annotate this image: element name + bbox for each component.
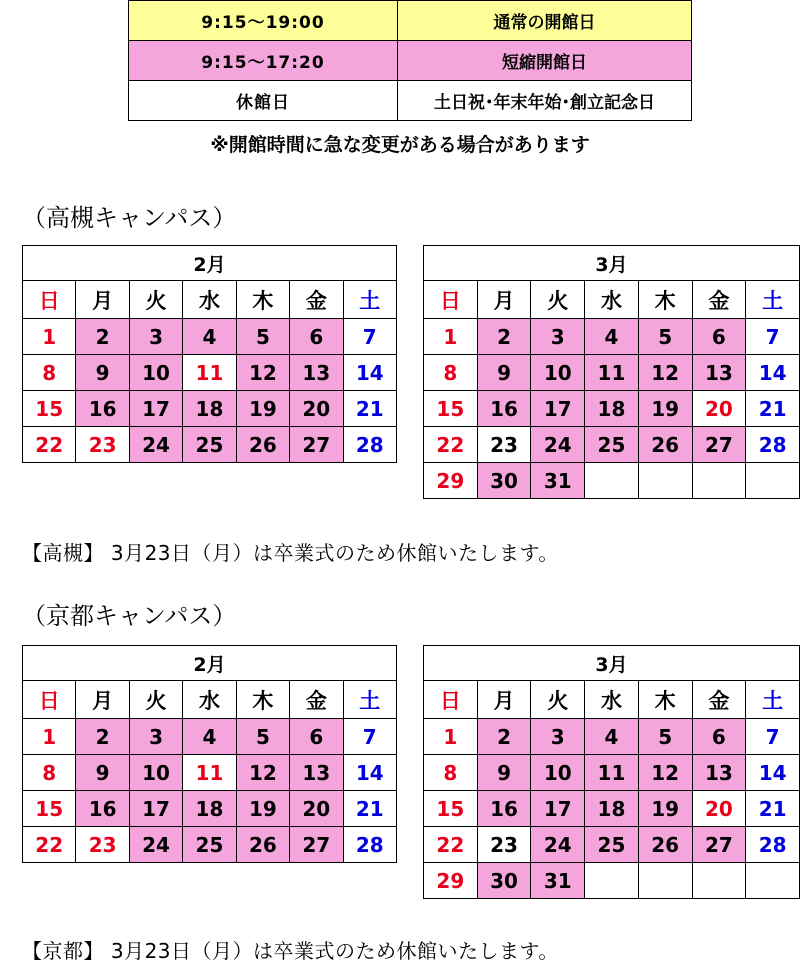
day-cell: 15 bbox=[424, 791, 478, 827]
day-cell: 8 bbox=[424, 355, 478, 391]
day-cell: 4 bbox=[585, 719, 639, 755]
day-cell: 21 bbox=[343, 391, 396, 427]
month-label: 3月 bbox=[424, 246, 800, 281]
empty-day-cell bbox=[638, 863, 692, 899]
weekday-header: 火 bbox=[531, 681, 585, 719]
day-cell: 10 bbox=[531, 355, 585, 391]
legend-time: 9:15〜19:00 bbox=[129, 1, 398, 41]
day-cell: 11 bbox=[183, 355, 236, 391]
day-cell: 25 bbox=[585, 427, 639, 463]
week-row bbox=[23, 427, 397, 463]
weekday-header: 金 bbox=[692, 281, 746, 319]
day-cell: 9 bbox=[76, 355, 129, 391]
day-cell: 30 bbox=[477, 863, 531, 899]
month-label: 3月 bbox=[424, 646, 800, 681]
week-row bbox=[23, 755, 397, 791]
day-cell: 10 bbox=[531, 755, 585, 791]
day-cell: 4 bbox=[585, 319, 639, 355]
empty-day-cell bbox=[692, 863, 746, 899]
day-cell: 2 bbox=[76, 719, 129, 755]
day-cell: 17 bbox=[129, 391, 182, 427]
legend-time: 休館日 bbox=[129, 81, 398, 121]
day-cell: 13 bbox=[290, 755, 343, 791]
day-cell: 10 bbox=[129, 755, 182, 791]
day-cell: 28 bbox=[746, 427, 800, 463]
day-cell: 22 bbox=[424, 427, 478, 463]
month-calendar-table bbox=[423, 245, 800, 499]
weekday-header: 金 bbox=[290, 681, 343, 719]
calendar-kyoto-february bbox=[22, 645, 397, 863]
day-cell: 5 bbox=[638, 719, 692, 755]
day-cell: 20 bbox=[290, 791, 343, 827]
weekday-header-row bbox=[23, 681, 397, 719]
day-cell: 27 bbox=[290, 827, 343, 863]
month-label: 2月 bbox=[23, 646, 397, 681]
day-cell: 11 bbox=[585, 755, 639, 791]
day-cell: 31 bbox=[531, 863, 585, 899]
day-cell: 27 bbox=[692, 827, 746, 863]
month-calendar-table bbox=[22, 245, 397, 463]
calendar-takatsuki-february bbox=[22, 245, 397, 463]
day-cell: 22 bbox=[424, 827, 478, 863]
day-cell: 19 bbox=[638, 791, 692, 827]
weekday-header: 土 bbox=[746, 681, 800, 719]
day-cell: 18 bbox=[183, 791, 236, 827]
weekday-header: 水 bbox=[585, 681, 639, 719]
weekday-header: 日 bbox=[23, 281, 76, 319]
day-cell: 14 bbox=[343, 355, 396, 391]
weekday-header: 水 bbox=[183, 281, 236, 319]
weekday-header: 月 bbox=[477, 681, 531, 719]
day-cell: 6 bbox=[290, 719, 343, 755]
day-cell: 24 bbox=[531, 427, 585, 463]
day-cell: 25 bbox=[183, 827, 236, 863]
empty-day-cell bbox=[692, 463, 746, 499]
day-cell: 16 bbox=[477, 391, 531, 427]
day-cell: 2 bbox=[477, 719, 531, 755]
day-cell: 20 bbox=[692, 791, 746, 827]
day-cell: 17 bbox=[531, 391, 585, 427]
day-cell: 17 bbox=[531, 791, 585, 827]
day-cell: 19 bbox=[638, 391, 692, 427]
legend-label: 土日祝･年末年始･創立記念日 bbox=[398, 81, 692, 121]
week-row bbox=[23, 827, 397, 863]
legend-row-short bbox=[129, 41, 692, 81]
day-cell: 12 bbox=[638, 355, 692, 391]
day-cell: 19 bbox=[236, 791, 289, 827]
week-row bbox=[424, 391, 800, 427]
weekday-header: 土 bbox=[343, 281, 396, 319]
weekday-header: 金 bbox=[692, 681, 746, 719]
week-row bbox=[424, 719, 800, 755]
day-cell: 7 bbox=[746, 719, 800, 755]
day-cell: 17 bbox=[129, 791, 182, 827]
day-cell: 15 bbox=[23, 791, 76, 827]
day-cell: 3 bbox=[531, 719, 585, 755]
weekday-header: 火 bbox=[531, 281, 585, 319]
day-cell: 5 bbox=[236, 719, 289, 755]
schedule-change-notice: ※開館時間に急な変更がある場合があります bbox=[210, 134, 590, 156]
day-cell: 10 bbox=[129, 355, 182, 391]
day-cell: 26 bbox=[638, 427, 692, 463]
day-cell: 30 bbox=[477, 463, 531, 499]
day-cell: 6 bbox=[692, 319, 746, 355]
week-row bbox=[424, 463, 800, 499]
day-cell: 29 bbox=[424, 463, 478, 499]
week-row bbox=[424, 427, 800, 463]
week-row bbox=[424, 827, 800, 863]
day-cell: 11 bbox=[585, 355, 639, 391]
day-cell: 7 bbox=[343, 719, 396, 755]
day-cell: 12 bbox=[236, 755, 289, 791]
weekday-header: 木 bbox=[638, 681, 692, 719]
week-row bbox=[424, 355, 800, 391]
day-cell: 24 bbox=[531, 827, 585, 863]
day-cell: 9 bbox=[477, 755, 531, 791]
day-cell: 19 bbox=[236, 391, 289, 427]
weekday-header: 火 bbox=[129, 281, 182, 319]
day-cell: 22 bbox=[23, 827, 76, 863]
week-row bbox=[23, 719, 397, 755]
month-calendar-table bbox=[423, 645, 800, 899]
day-cell: 28 bbox=[746, 827, 800, 863]
week-row bbox=[424, 755, 800, 791]
day-cell: 4 bbox=[183, 719, 236, 755]
weekday-header-row bbox=[424, 281, 800, 319]
day-cell: 16 bbox=[477, 791, 531, 827]
day-cell: 5 bbox=[638, 319, 692, 355]
empty-day-cell bbox=[746, 863, 800, 899]
weekday-header-row bbox=[424, 681, 800, 719]
weekday-header: 月 bbox=[76, 281, 129, 319]
weekday-header: 月 bbox=[477, 281, 531, 319]
campus-title-takatsuki: （高槻キャンパス） bbox=[22, 204, 237, 232]
day-cell: 1 bbox=[23, 319, 76, 355]
weekday-header: 日 bbox=[424, 281, 478, 319]
weekday-header: 木 bbox=[236, 681, 289, 719]
weekday-header: 木 bbox=[236, 281, 289, 319]
day-cell: 16 bbox=[76, 791, 129, 827]
empty-day-cell bbox=[585, 863, 639, 899]
week-row bbox=[424, 863, 800, 899]
calendar-kyoto-march bbox=[423, 645, 800, 899]
day-cell: 9 bbox=[76, 755, 129, 791]
day-cell: 14 bbox=[343, 755, 396, 791]
week-row bbox=[23, 319, 397, 355]
day-cell: 29 bbox=[424, 863, 478, 899]
day-cell: 26 bbox=[638, 827, 692, 863]
day-cell: 21 bbox=[746, 391, 800, 427]
closure-note-kyoto: 【京都】 3月23日（月）は卒業式のため休館いたします。 bbox=[22, 939, 559, 963]
day-cell: 18 bbox=[183, 391, 236, 427]
legend-time: 9:15〜17:20 bbox=[129, 41, 398, 81]
day-cell: 8 bbox=[23, 355, 76, 391]
day-cell: 23 bbox=[76, 827, 129, 863]
day-cell: 11 bbox=[183, 755, 236, 791]
day-cell: 23 bbox=[76, 427, 129, 463]
day-cell: 21 bbox=[343, 791, 396, 827]
day-cell: 2 bbox=[477, 319, 531, 355]
day-cell: 13 bbox=[290, 355, 343, 391]
day-cell: 6 bbox=[692, 719, 746, 755]
legend-row-closed bbox=[129, 81, 692, 121]
week-row bbox=[23, 391, 397, 427]
day-cell: 23 bbox=[477, 827, 531, 863]
week-row bbox=[23, 791, 397, 827]
weekday-header: 火 bbox=[129, 681, 182, 719]
weekday-header-row bbox=[23, 281, 397, 319]
day-cell: 26 bbox=[236, 427, 289, 463]
weekday-header: 水 bbox=[183, 681, 236, 719]
week-row bbox=[424, 319, 800, 355]
day-cell: 25 bbox=[183, 427, 236, 463]
campus-title-kyoto: （京都キャンパス） bbox=[22, 602, 237, 630]
legend-label: 短縮開館日 bbox=[398, 41, 692, 81]
day-cell: 7 bbox=[343, 319, 396, 355]
weekday-header: 日 bbox=[424, 681, 478, 719]
calendar-takatsuki-march bbox=[423, 245, 800, 499]
legend-label: 通常の開館日 bbox=[398, 1, 692, 41]
day-cell: 1 bbox=[23, 719, 76, 755]
day-cell: 9 bbox=[477, 355, 531, 391]
day-cell: 3 bbox=[531, 319, 585, 355]
day-cell: 4 bbox=[183, 319, 236, 355]
day-cell: 1 bbox=[424, 719, 478, 755]
opening-hours-legend bbox=[128, 0, 692, 121]
day-cell: 27 bbox=[290, 427, 343, 463]
weekday-header: 日 bbox=[23, 681, 76, 719]
day-cell: 31 bbox=[531, 463, 585, 499]
weekday-header: 月 bbox=[76, 681, 129, 719]
day-cell: 14 bbox=[746, 355, 800, 391]
day-cell: 13 bbox=[692, 755, 746, 791]
day-cell: 13 bbox=[692, 355, 746, 391]
month-calendar-table bbox=[22, 645, 397, 863]
empty-day-cell bbox=[638, 463, 692, 499]
day-cell: 3 bbox=[129, 319, 182, 355]
week-row bbox=[23, 355, 397, 391]
day-cell: 21 bbox=[746, 791, 800, 827]
empty-day-cell bbox=[585, 463, 639, 499]
legend-row-normal bbox=[129, 1, 692, 41]
month-label: 2月 bbox=[23, 246, 397, 281]
day-cell: 20 bbox=[692, 391, 746, 427]
day-cell: 16 bbox=[76, 391, 129, 427]
day-cell: 3 bbox=[129, 719, 182, 755]
day-cell: 20 bbox=[290, 391, 343, 427]
day-cell: 24 bbox=[129, 427, 182, 463]
day-cell: 15 bbox=[424, 391, 478, 427]
closure-note-takatsuki: 【高槻】 3月23日（月）は卒業式のため休館いたします。 bbox=[22, 541, 559, 565]
day-cell: 6 bbox=[290, 319, 343, 355]
day-cell: 27 bbox=[692, 427, 746, 463]
day-cell: 26 bbox=[236, 827, 289, 863]
empty-day-cell bbox=[746, 463, 800, 499]
weekday-header: 金 bbox=[290, 281, 343, 319]
weekday-header: 土 bbox=[343, 681, 396, 719]
day-cell: 2 bbox=[76, 319, 129, 355]
day-cell: 28 bbox=[343, 827, 396, 863]
day-cell: 15 bbox=[23, 391, 76, 427]
day-cell: 1 bbox=[424, 319, 478, 355]
day-cell: 18 bbox=[585, 391, 639, 427]
day-cell: 7 bbox=[746, 319, 800, 355]
day-cell: 5 bbox=[236, 319, 289, 355]
day-cell: 12 bbox=[236, 355, 289, 391]
weekday-header: 土 bbox=[746, 281, 800, 319]
day-cell: 23 bbox=[477, 427, 531, 463]
weekday-header: 木 bbox=[638, 281, 692, 319]
day-cell: 28 bbox=[343, 427, 396, 463]
week-row bbox=[424, 791, 800, 827]
day-cell: 8 bbox=[23, 755, 76, 791]
day-cell: 24 bbox=[129, 827, 182, 863]
day-cell: 25 bbox=[585, 827, 639, 863]
day-cell: 12 bbox=[638, 755, 692, 791]
day-cell: 18 bbox=[585, 791, 639, 827]
day-cell: 14 bbox=[746, 755, 800, 791]
weekday-header: 水 bbox=[585, 281, 639, 319]
day-cell: 22 bbox=[23, 427, 76, 463]
day-cell: 8 bbox=[424, 755, 478, 791]
